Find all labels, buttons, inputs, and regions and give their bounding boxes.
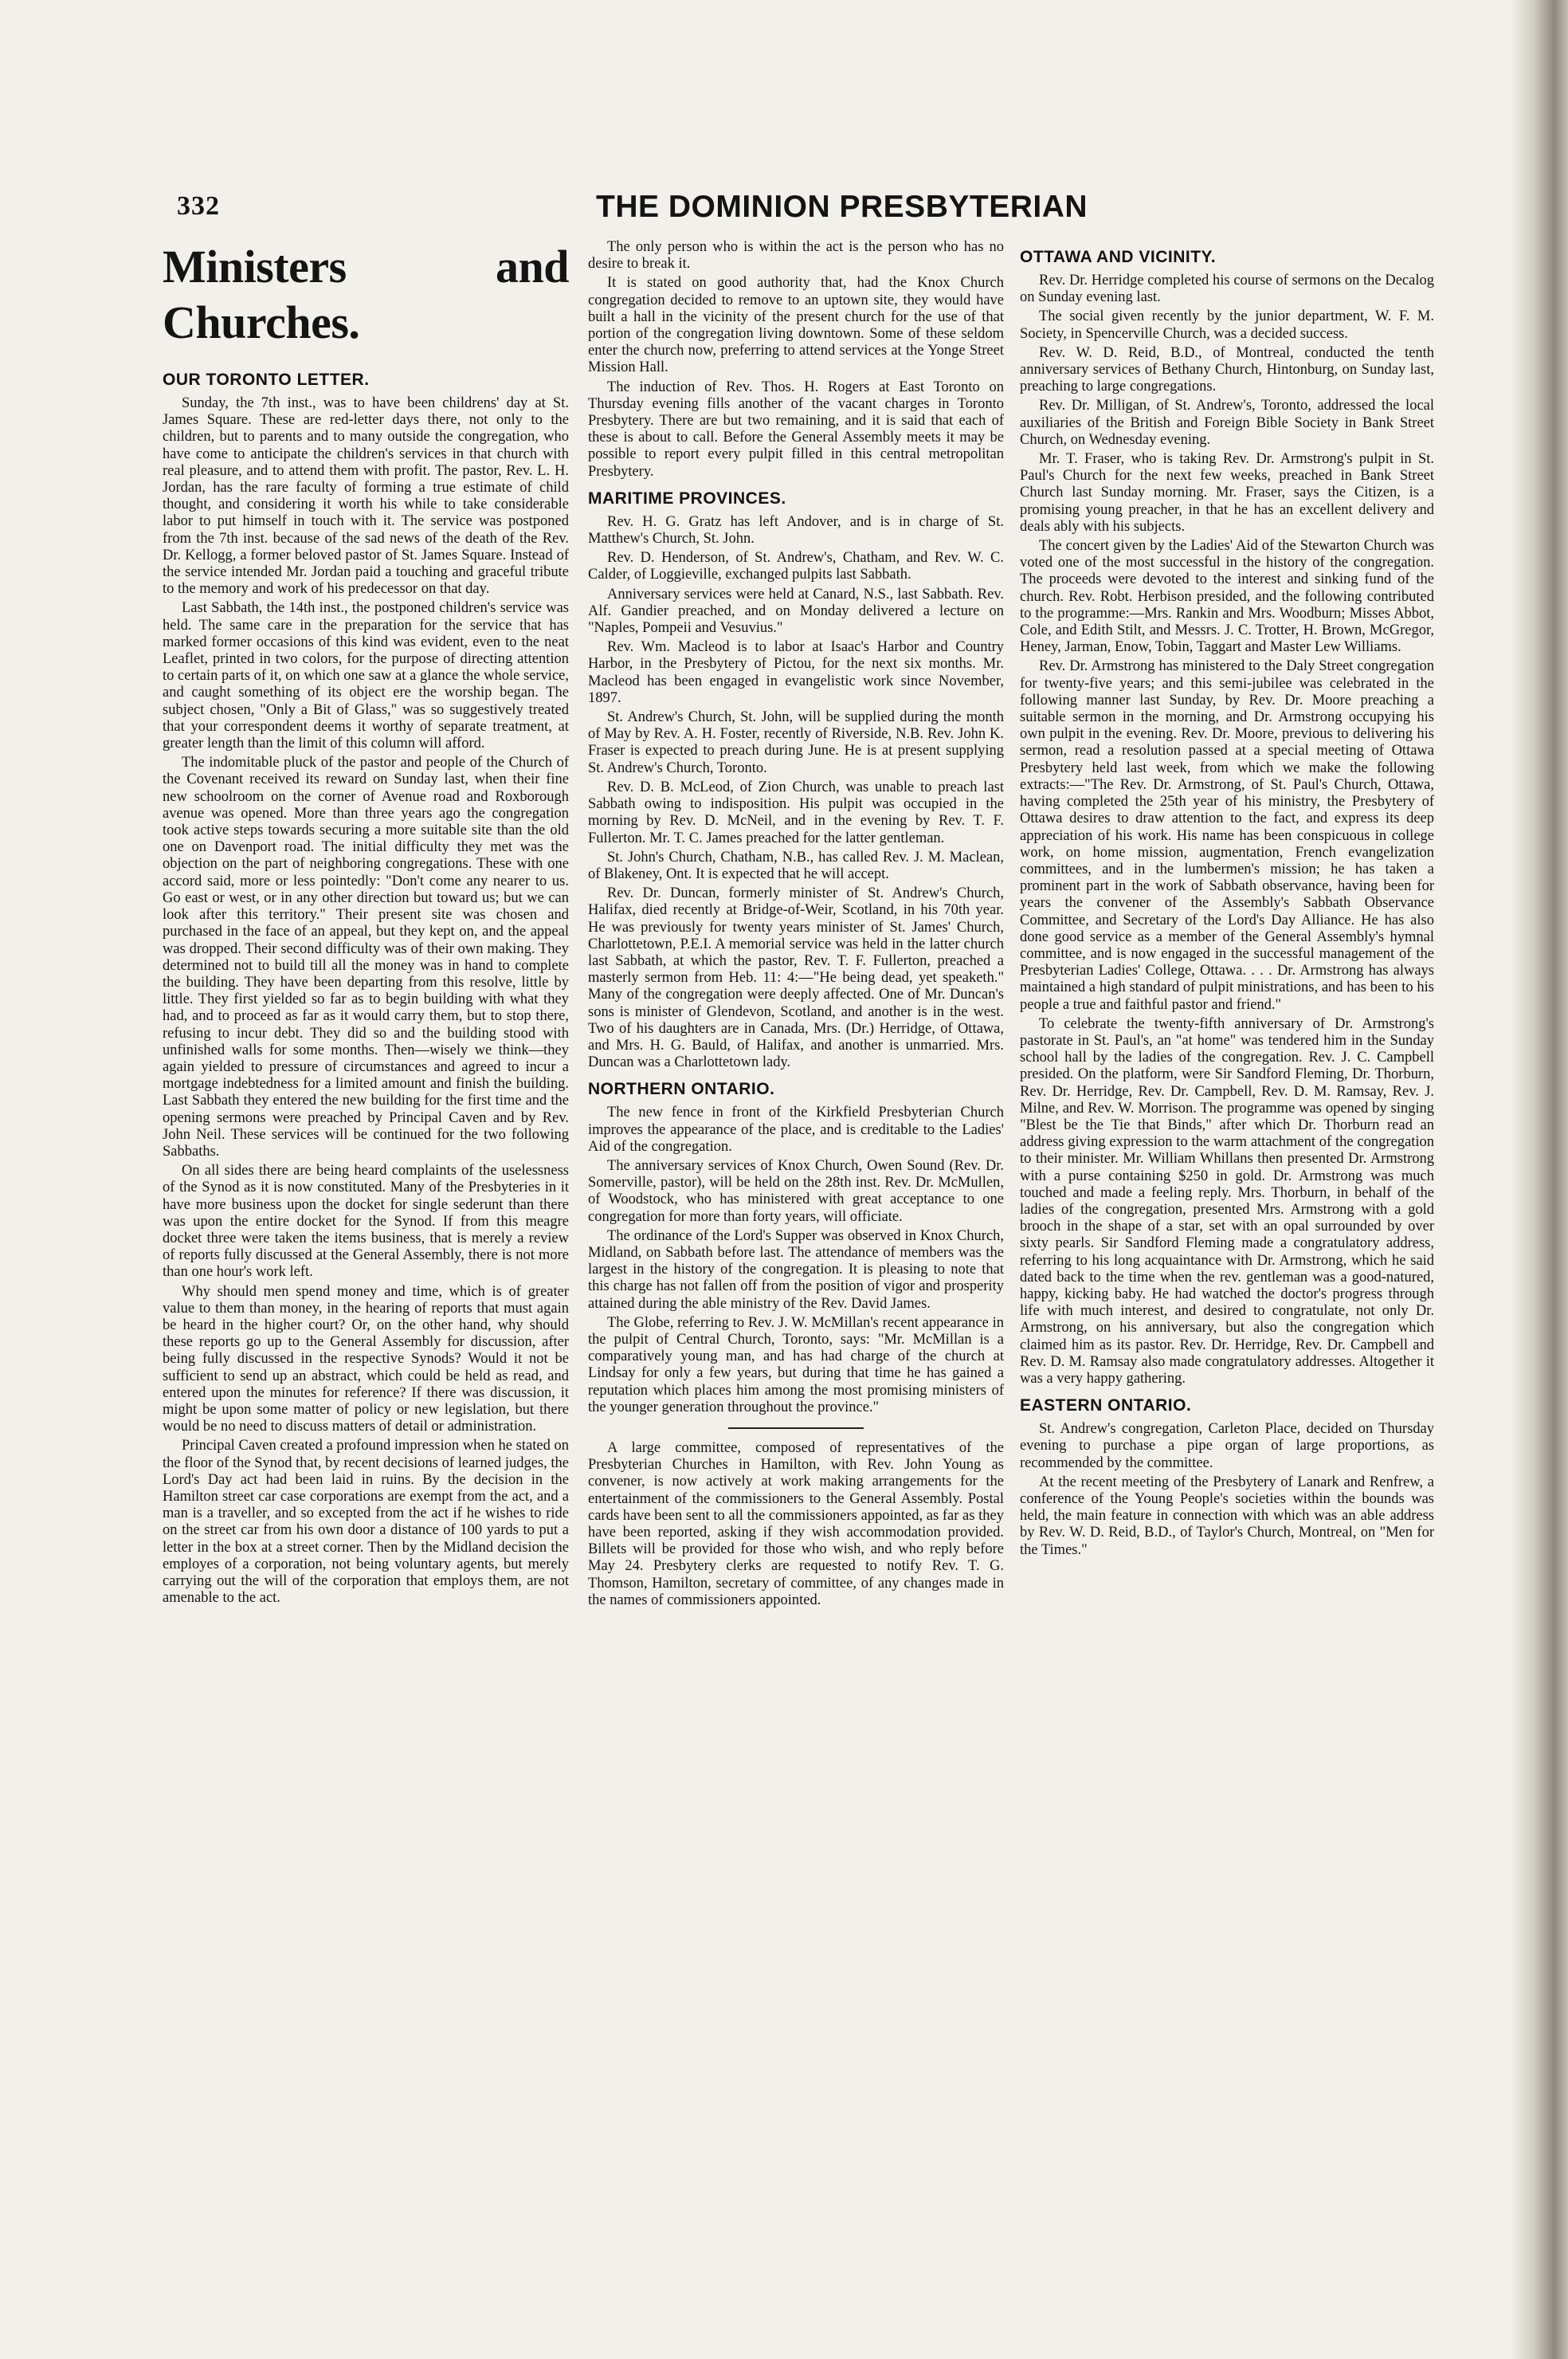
- page-number: 332: [177, 191, 220, 221]
- paragraph: To celebrate the twenty-fifth anniversary of Dr. Armstrong's pastorate in St. Paul's, an "at home" was tendered him in the Sunday school hall by the ladies of the congregation. Rev. J. C. Campbell presided. On the platform, were Sir Sandford Fleming, Dr. Thorburn, Rev. Dr. Herridge, Rev. Dr. Campbell, Rev. D. M. Ramsay, Rev. J. Milne, and Rev. W. Morrison. The programme was opened by singing "Blest be the Tie that Binds," after which Dr. Thorburn read an address giving expression to the warm attachment of the congregation to their minister. Mr. William Whillans then presented Dr. Armstrong with a purse containing $250 in gold. Dr. Armstrong was much touched and made a feeling reply. Mrs. Thorburn, in behalf of the ladies of the congregation, presented Mrs. Armstrong with a gold brooch in the shape of a star, set with an opal surrounded by over sixty pearls. Sir Sandford Fleming made a congratulatory address, referring to his long acquaintance with Dr. Armstrong, which he said dated back to the time when the rev. gentleman was a good-natured, happy, kicking baby. He had watched the doctor's progress through life with much interest, and desired to congratulate, not only Dr. Armstrong, on his anniversary, but also the congregation which claimed him as its pastor. Rev. Dr. Herridge, Rev. Dr. Campbell and Rev. D. M. Ramsay also made congratulatory addresses. Altogether it was a very happy gathering.: [1020, 1015, 1434, 1387]
- paragraph: Sunday, the 7th inst., was to have been childrens' day at St. James Square. These are red-letter days there, not only to the children, but to parents and to many outside the congregation, who have come to anticipate the children's services in that church with real pleasure, and to attend them with profit. The pastor, Rev. L. H. Jordan, has the rare faculty of forming a true estimate of child thought, and considering it worth his while to take considerable labor to put himself in touch with it. The service was postponed from the 7th inst. because of the sad news of the death of the Rev. Dr. Kellogg, a former beloved pastor of St. James Square. Instead of the service intended Mr. Jordan paid a touching and graceful tribute to the memory and work of his predecessor on that day.: [163, 395, 569, 598]
- paragraph: The induction of Rev. Thos. H. Rogers at East Toronto on Thursday evening fills another of the vacant charges in Toronto Presbytery. There are but two remaining, and it is said that each of these is about to call. Before the General Assembly meets it may be possible to report every pulpit filled in this central metropolitan Presbytery.: [588, 379, 1004, 480]
- paragraph: The only person who is within the act is the person who has no desire to break it.: [588, 239, 1004, 273]
- paragraph: A large committee, composed of representatives of the Presbyterian Churches in Hamilton, with Rev. John Young as convener, is now actively at work making arrangements for the entertainment of the commissioners to the General Assembly. Postal cards have been sent to all the commissioners appointed, as far as they have been reported, asking if they wish accommodation provided. Billets will be provided for those who wish, and who reply before May 24. Presbytery clerks are requested to notify Rev. T. G. Thomson, Hamilton, secretary of committee, of any changes made in the names of commissioners appointed.: [588, 1440, 1004, 1608]
- paragraph: Rev. Dr. Armstrong has ministered to the Daly Street congregation for twenty-five years; and this semi-jubilee was celebrated in the following manner last Sunday, by Rev. Dr. Moore preaching a suitable sermon in the morning, and Dr. Armstrong occupying his own pulpit in the evening. Rev. Dr. Moore, previous to delivering his sermon, read a resolution passed at a special meeting of Ottawa Presbytery held last week, from which we make the following extracts:—"The Rev. Dr. Armstrong, of St. Paul's Church, Ottawa, having completed the 25th year of his ministry, the Presbytery of Ottawa desires to draw attention to the fact, and express its deep appreciation of his work. His name has been conspicuous in college work, on home mission, augmentation, French evangelization committees, and in the lumbermen's mission; he has taken a prominent part in the work of Sabbath observance, having been for years the convener of the Assembly's Sabbath Observance Committee, and Secretary of the Lord's Day Alliance. He has also done good service as a member of the General Assembly's hymnal committee, and is now engaged in the successful management of the Presbyterian Ladies' College, Ottawa. . . . Dr. Armstrong has always maintained a high standard of pulpit ministrations, and has been to his people a true and faithful pastor and friend.": [1020, 658, 1434, 1013]
- running-head: THE DOMINION PRESBYTERIAN: [596, 190, 1088, 224]
- paragraph: On all sides there are being heard complaints of the uselessness of the Synod as it is now constituted. Many of the Presbyteries in it have more business upon the docket for single sederunt than there was upon the entire docket for the Synod. If from this meagre docket three were taken the items business, that is merely a review of reports fully discussed at the General Assembly, there is not more than one hour's work left.: [163, 1163, 569, 1281]
- column-2: [588, 239, 1004, 1611]
- paragraph: Rev. Dr. Herridge completed his course of sermons on the Decalog on Sunday evening last.: [1020, 273, 1434, 306]
- paragraph: The Globe, referring to Rev. J. W. McMillan's recent appearance in the pulpit of Central Church, Toronto, says: "Mr. McMillan is a comparatively young man, and has had charge of the church at Lindsay for only a few years, but during that time he has gained a reputation which places him among the most promising ministers of the younger generation throughout the province.": [588, 1314, 1004, 1415]
- paragraph: St. Andrew's congregation, Carleton Place, decided on Thursday evening to purchase a pipe organ of large proportions, as recommended by the committee.: [1020, 1421, 1434, 1471]
- paragraph: Why should men spend money and time, which is of greater value to them than money, in the hearing of reports that must again be heard in the higher court? Or, on the other hand, why should these reports go up to the General Assembly for discussion, after being fully discussed in the respective Synods? Would it not be sufficient to send up an abstract, which could be held as read, and entered upon the minutes for reference? If there was discussion, it might be upon some matter of policy or new legislation, but there would be no need to discuss matters of detail or administration.: [163, 1283, 569, 1435]
- paragraph: The social given recently by the junior department, W. F. M. Society, in Spencerville Church, was a decided success.: [1020, 308, 1434, 342]
- paragraph: Rev. Wm. Macleod is to labor at Isaac's Harbor and Country Harbor, in the Presbytery of Pictou, for the next six months. Mr. Macleod has been engaged in evangelistic work since November, 1897.: [588, 639, 1004, 706]
- paragraph: The concert given by the Ladies' Aid of the Stewarton Church was voted one of the most successful in the history of the congregation. The proceeds were devoted to the interest and sinking fund of the church. Rev. Robt. Herbison presided, and the following contributed to the programme:—Mrs. Rankin and Mrs. Woodburn; Misses Abbot, Cole, and Edith Stilt, and Messrs. J. C. Trotter, H. Brown, McGregor, Heney, Jarman, Enow, Tobin, Taggart and Master Lew Williams.: [1020, 538, 1434, 656]
- paragraph: St. John's Church, Chatham, N.B., has called Rev. J. M. Maclean, of Blakeney, Ont. It is expected that he will accept.: [588, 849, 1004, 882]
- paragraph: Anniversary services were held at Canard, N.S., last Sabbath. Rev. Alf. Gandier preached, and on Monday delivered a lecture on "Naples, Pompeii and Vesuvius.": [588, 586, 1004, 637]
- paragraph: The ordinance of the Lord's Supper was observed in Knox Church, Midland, on Sabbath before last. The attendance of members was the largest in the history of the congregation. It is pleasing to note that this charge has not fallen off from the position of vigor and prosperity attained during the able ministry of the Rev. David James.: [588, 1227, 1004, 1312]
- paragraph: The new fence in front of the Kirkfield Presbyterian Church improves the appearance of the place, and is creditable to the Ladies' Aid of the congregation.: [588, 1105, 1004, 1155]
- paragraph: Rev. W. D. Reid, B.D., of Montreal, conducted the tenth anniversary services of Bethany Church, Hintonburg, on Sunday last, preaching to large congregations.: [1020, 344, 1434, 395]
- paragraph: Rev. Dr. Duncan, formerly minister of St. Andrew's Church, Halifax, died recently at Bridge-of-Weir, Scotland, in his 70th year. He was previously for twenty years minister of St. James' Church, Charlottetown, P.E.I. A memorial service was held in the latter church last Sabbath, at which the pastor, Rev. T. F. Fullerton, preached a masterly sermon from Heb. 11: 4:—"He being dead, yet speaketh." Many of the congregation were deeply affected. One of Mr. Duncan's sons is minister of Glendevon, Scotland, and another is in the west. Two of his daughters are in Canada, Mrs. (Dr.) Herridge, of Ottawa, and Mrs. H. G. Bauld, of Halifax, and another is unmarried. Mrs. Duncan was a Charlottetown lady.: [588, 885, 1004, 1071]
- section-divider-rule: [728, 1427, 864, 1429]
- section-heading-toronto: OUR TORONTO LETTER.: [163, 371, 370, 389]
- paragraph: It is stated on good authority that, had the Knox Church congregation decided to remove to an uptown site, they would have built a hall in the vicinity of the present church for the use of that portion of the congregation living downtown. Some of these seldom enter the church now, preferring to attend services at the Yonge Street Mission Hall.: [588, 275, 1004, 376]
- paragraph: St. Andrew's Church, St. John, will be supplied during the month of May by Rev. A. H. Foster, recently of Riverside, N.B. Rev. John K. Fraser is expected to preach during June. He is at present supplying St. Andrew's Church, Toronto.: [588, 709, 1004, 776]
- column-1: [163, 239, 569, 1609]
- section-heading-maritime: MARITIME PROVINCES.: [588, 489, 786, 508]
- paragraph: The indomitable pluck of the pastor and people of the Church of the Covenant received its reward on Sunday last, when their fine new schoolroom on the corner of Avenue road and Roxborough avenue was opened. More than three years ago the congregation took active steps towards securing a more suitable site than the old one on Davenport road. The initial difficulty they met was the objection on the part of neighboring congregations. These with one accord said, more or less pointedly: "Don't come any nearer to us. Go east or west, or in any other direction but toward us; but we can look after this territory." Their present site was chosen and purchased in the face of an appeal, but they kept on, and the appeal was dropped. Their second difficulty was of their own making. They determined not to build till all the money was in hand to complete the building. They have been departing from this resolve, little by little. They first yielded so far as to begin building with what they had, and to proceed as far as it would carry them, but to stop there, refusing to incur debt. They did so and the building stood with unfinished walls for some months. Then—wisely we think—they again yielded to pressure of circumstances and agreed to incur a mortgage indebtedness for a limited amount and finish the building. Last Sabbath they entered the new building for the first time and the opening sermons were preached by Principal Caven and by Rev. John Neil. These services will be continued for the two following Sabbaths.: [163, 755, 569, 1160]
- paragraph: Mr. T. Fraser, who is taking Rev. Dr. Armstrong's pulpit in St. Paul's Church for the next few weeks, preached in Bank Street Church last Sunday morning. Mr. Fraser, says the Citizen, is a promising young preacher, in that he has an excellent delivery and deals ably with his subjects.: [1020, 451, 1434, 535]
- paragraph: Rev. Dr. Milligan, of St. Andrew's, Toronto, addressed the local auxiliaries of the British and Foreign Bible Society in Bank Street Church, on Wednesday evening.: [1020, 398, 1434, 448]
- paragraph: Rev. D. B. McLeod, of Zion Church, was unable to preach last Sabbath owing to indisposition. His pulpit was occupied in the morning by Rev. D. McNeil, and in the evening by Rev. T. F. Fullerton. Mr. T. C. James preached for the latter gentleman.: [588, 779, 1004, 846]
- paragraph: Principal Caven created a profound impression when he stated on the floor of the Synod that, by recent decisions of learned judges, the Lord's Day act had been laid in ruins. By the decision in the Hamilton street car case corporations are exempt from the act, and a man is a traveller, and so excepted from the act if he wishes to ride on the street car from his own door a distance of 100 yards to put a letter in the box at a street corner. Then by the Midland decision the employes of a corporation, not being voluntary agents, but merely carrying out the will of the corporation that employs them, are not amenable to the act.: [163, 1438, 569, 1607]
- paragraph: Rev. D. Henderson, of St. Andrew's, Chatham, and Rev. W. C. Calder, of Loggieville, exchanged pulpits last Sabbath.: [588, 550, 1004, 583]
- section-heading-ottawa: OTTAWA AND VICINITY.: [1020, 248, 1217, 266]
- section-heading-northern: NORTHERN ONTARIO.: [588, 1080, 775, 1099]
- section-masthead: Ministers and Churches.: [163, 241, 569, 348]
- page-binding-edge: [1512, 0, 1568, 2359]
- paragraph: The anniversary services of Knox Church, Owen Sound (Rev. Dr. Somerville, pastor), will be held on the 28th inst. Rev. Dr. McMullen, of Woodstock, who has ministered with great acceptance to one congregation for more than forty years, will officiate.: [588, 1157, 1004, 1225]
- paragraph: Last Sabbath, the 14th inst., the postponed children's service was held. The same care in the preparation for the service that has marked former occasions of this kind was evident, even to the neat Leaflet, printed in two colors, for the purpose of directing attention to certain parts of it, on which one saw at a glance the whole service, and caught something of its object ere the worship began. The subject chosen, "Only a Bit of Glass," was so suggestively treated that your correspondent deems it worthy of separate treatment, at greater length than the limit of this column will afford.: [163, 600, 569, 752]
- paragraph: At the recent meeting of the Presbytery of Lanark and Renfrew, a conference of the Young People's societies within the bounds was held, the main feature in connection with which was an able address by Rev. W. D. Reid, B.D., of Taylor's Church, Montreal, on "Men for the Times.": [1020, 1474, 1434, 1558]
- column-3: [1020, 239, 1434, 1561]
- paragraph: Rev. H. G. Gratz has left Andover, and is in charge of St. Matthew's Church, St. John.: [588, 513, 1004, 548]
- section-heading-eastern: EASTERN ONTARIO.: [1020, 1396, 1192, 1415]
